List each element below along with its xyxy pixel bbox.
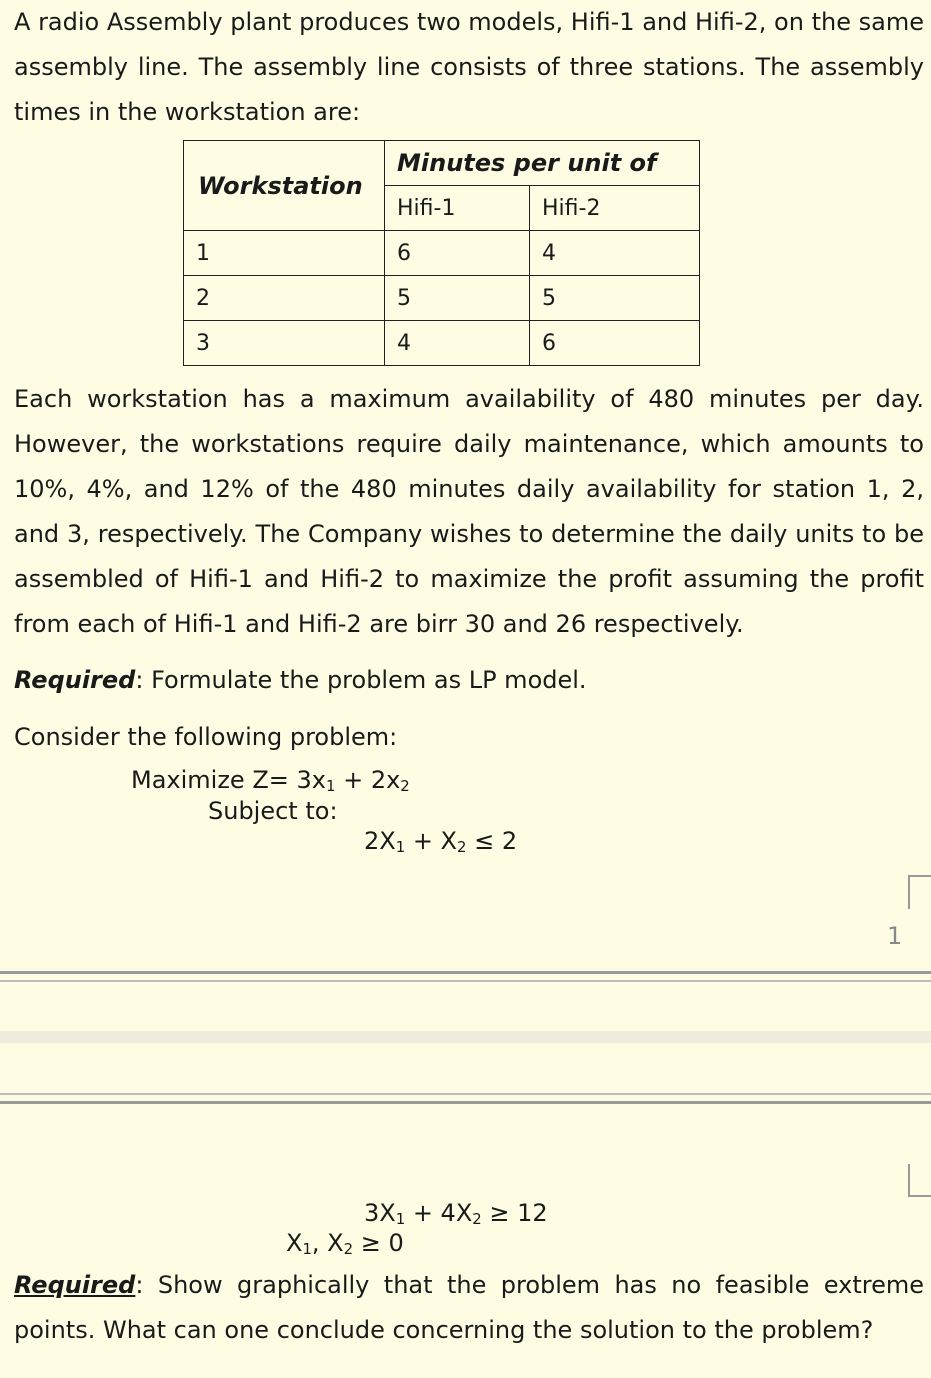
c1-part: 2X — [364, 827, 396, 855]
table-row — [184, 321, 700, 366]
nn-part: ≥ 0 — [353, 1229, 404, 1257]
page-corner-mark — [908, 1164, 931, 1197]
cell-station: 3 — [184, 321, 385, 366]
subscript: 1 — [395, 837, 406, 856]
assembly-times-table — [183, 140, 700, 366]
nn-part: X — [286, 1229, 303, 1257]
page-number: 1 — [887, 922, 903, 950]
c2-part: ≥ 12 — [481, 1199, 548, 1227]
page-corner-mark — [908, 875, 931, 909]
subscript: 1 — [325, 776, 336, 795]
subscript: 2 — [343, 1239, 354, 1258]
problem2-intro: Consider the following problem: — [14, 723, 398, 751]
table-row — [184, 231, 700, 276]
cell-station: 2 — [184, 276, 385, 321]
non-negativity — [286, 1227, 404, 1265]
subscript: 1 — [395, 1209, 406, 1228]
objective-prefix: Maximize Z= 3x — [131, 766, 326, 794]
required-label: Required — [14, 666, 136, 694]
cell-hifi1: 6 — [385, 231, 530, 276]
cell-station: 1 — [184, 231, 385, 276]
header-workstation: Workstation — [184, 141, 385, 231]
cell-hifi1: 4 — [385, 321, 530, 366]
constraint-1 — [364, 825, 517, 863]
problem2-required — [14, 1263, 924, 1353]
header-minutes-per-unit: Minutes per unit of — [385, 141, 700, 186]
c2-part: + 4X — [405, 1199, 473, 1227]
subscript: 2 — [472, 1209, 482, 1228]
c1-part: ≤ 2 — [466, 827, 518, 855]
required-label: Required — [14, 1271, 136, 1299]
subscript: 2 — [457, 837, 467, 856]
subscript: 2 — [400, 776, 410, 795]
objective-mid: + 2x — [335, 766, 401, 794]
page-break-bottom-line — [0, 1093, 931, 1104]
header-hifi2: Hifi-2 — [530, 186, 700, 231]
problem1-intro: A radio Assembly plant produces two models, Hifi-1 and Hifi-2, on the same assembly line. The assembly line consists of three stations. The assembly times in the workstation are: — [14, 8, 924, 126]
problem1-body: Each workstation has a maximum availability of 480 minutes per day. However, the workstations require daily maintenance, which amounts to 10%, 4%, and 12% of the 480 minutes daily availability for station 1, 2, and 3, respectively. The Company wishes to determine the daily units to be assembled of Hifi-1 and Hifi-2 to maximize the profit assuming the profit from each of Hifi-1 and Hifi-2 are birr 30 and 26 respectively. — [14, 385, 924, 638]
cell-hifi2: 4 — [530, 231, 700, 276]
required-text: : Formulate the problem as LP model. — [135, 666, 587, 694]
required-text: : Show graphically that the problem has no feasible extreme points. What can one conclude concerning the solution to the problem? — [14, 1271, 924, 1344]
table-row — [184, 276, 700, 321]
c1-part: + X — [405, 827, 457, 855]
subscript: 1 — [302, 1239, 312, 1258]
header-hifi1: Hifi-1 — [385, 186, 530, 231]
nn-part: , X — [311, 1229, 344, 1257]
cell-hifi2: 5 — [530, 276, 700, 321]
cell-hifi2: 6 — [530, 321, 700, 366]
subject-to: Subject to: — [208, 797, 338, 825]
page-gap — [0, 1031, 931, 1043]
c2-part: 3X — [364, 1199, 396, 1227]
problem1-required — [14, 658, 587, 703]
cell-hifi1: 5 — [385, 276, 530, 321]
page-break-top-line — [0, 971, 931, 982]
